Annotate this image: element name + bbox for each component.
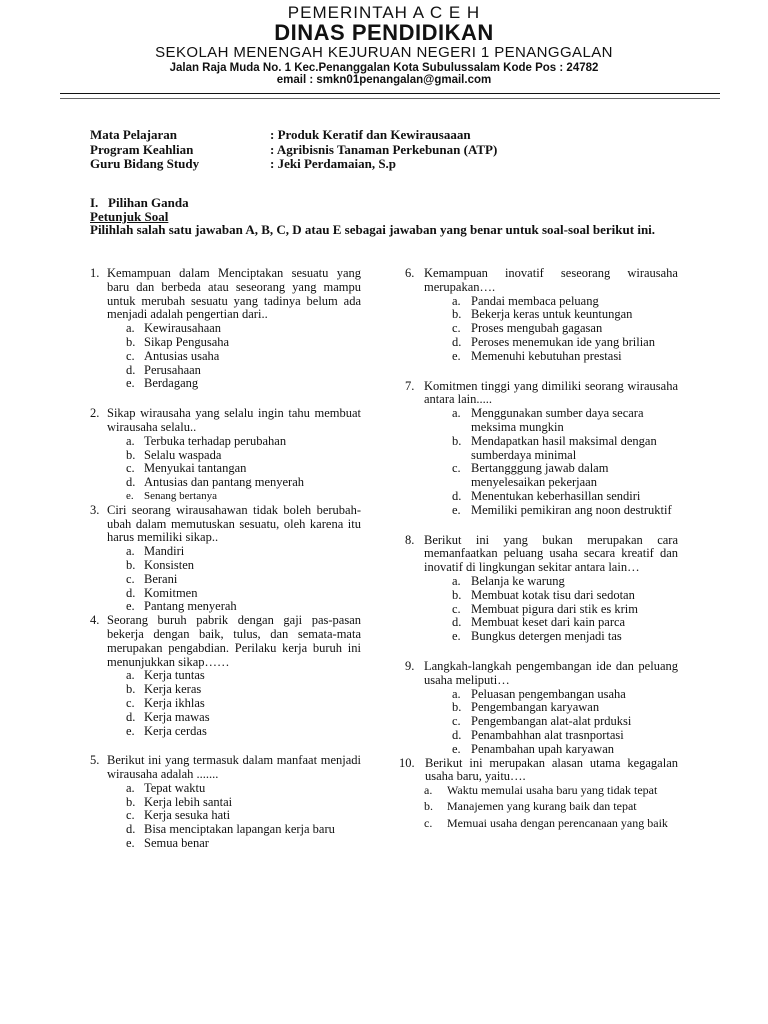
option-text: Tepat waktu [144, 780, 206, 795]
section-title: I. Pilihan Ganda [90, 195, 189, 210]
options-list [405, 407, 678, 517]
option-text: Manajemen yang kurang baik dan tepat [447, 799, 637, 814]
option-letter: b. [126, 334, 136, 349]
option-letter: a. [126, 321, 135, 336]
info-value: : Produk Keratif dan Kewirausaaan [270, 127, 471, 142]
option-text: Membuat keset dari kain parca [471, 615, 626, 630]
option [405, 308, 678, 322]
option-text: Terbuka terhadap perubahan [144, 433, 287, 448]
question-8 [405, 534, 678, 644]
option [90, 725, 361, 739]
info-row-teacher [90, 157, 497, 172]
option-letter: d. [126, 362, 136, 377]
option [90, 435, 361, 449]
option [405, 490, 678, 504]
option-letter: d. [126, 822, 136, 837]
option [405, 589, 678, 603]
option [90, 476, 361, 490]
header-divider-thin [60, 98, 720, 99]
options-list [399, 784, 678, 830]
option-letter: c. [452, 461, 461, 476]
option [90, 669, 361, 683]
option [90, 796, 361, 810]
agency-name: DINAS PENDIDIKAN [274, 20, 494, 45]
option-letter: a. [452, 686, 461, 701]
option-text: Bekerja keras untuk keuntungan [471, 307, 633, 322]
option-letter: d. [126, 585, 136, 600]
option-text: Sikap Pengusaha [144, 334, 230, 349]
info-label: Guru Bidang Study [90, 156, 200, 171]
question-6 [405, 267, 678, 364]
question-number: 4. [90, 613, 100, 628]
question-number: 7. [405, 378, 415, 393]
question-7 [405, 380, 678, 518]
option-letter: b. [452, 587, 462, 602]
question-text: Kemampuan dalam Menciptakan sesuatu yang baru dan berbeda atau seseorang yang mampu untuk merubah sesuatu yang tadinya belum ada menjadi adalah pengertian dari.. [107, 266, 361, 322]
option [405, 407, 678, 435]
option-text: Kerja tuntas [144, 668, 205, 683]
option-text: Bertangggung jawab dalam menyelesaikan pekerjaan [471, 461, 609, 490]
option [90, 336, 361, 350]
option-letter: a. [424, 783, 433, 798]
question-number: 1. [90, 266, 100, 280]
option-letter: d. [452, 488, 462, 503]
option-letter: a. [126, 433, 135, 448]
option-letter: d. [126, 709, 136, 724]
option-text: Kerja cerdas [144, 723, 207, 738]
option [90, 490, 361, 504]
option [405, 688, 678, 702]
option-letter: c. [126, 808, 135, 823]
school-name: SEKOLAH MENENGAH KEJURUAN NEGERI 1 PENANGGALAN [155, 44, 613, 61]
question-text: Kemampuan inovatif seseorang wirausaha merupakan…. [424, 266, 678, 294]
option-text: Berani [144, 571, 178, 586]
option-text: Waktu memulai usaha baru yang tidak tepat [447, 783, 658, 798]
option-text: Membuat kotak tisu dari sedotan [471, 587, 635, 602]
option-letter: a. [452, 573, 461, 588]
option-text: Pandai membaca peluang [471, 293, 599, 308]
option-letter: e. [452, 741, 461, 756]
option [405, 295, 678, 309]
option-letter: b. [126, 682, 136, 697]
option-text: Memenuhi kebutuhan prestasi [471, 348, 622, 363]
option [90, 559, 361, 573]
option [405, 336, 678, 350]
option [399, 784, 678, 797]
question-3 [90, 504, 361, 614]
questions-column-right [399, 266, 678, 830]
option-letter: c. [126, 348, 135, 363]
option [405, 616, 678, 630]
option-letter: b. [126, 794, 136, 809]
info-value: : Jeki Perdamaian, S.p [270, 156, 397, 171]
option [90, 600, 361, 614]
option-letter: e. [452, 348, 461, 363]
option [405, 630, 678, 644]
option-letter: b. [424, 799, 433, 814]
option-text: Bungkus detergen menjadi tas [471, 629, 622, 644]
option-text: Membuat pigura dari stik es krim [471, 601, 638, 616]
info-row-subject [90, 128, 497, 143]
question-4 [90, 614, 361, 738]
option-text: Pengembangan karyawan [471, 700, 600, 715]
option-text: Penambahhan alat trasnportasi [471, 727, 624, 742]
option-text: Selalu waspada [144, 447, 222, 462]
instruction-heading: Petunjuk Soal [90, 209, 169, 224]
question-text: Langkah-langkah pengembangan ide dan peluang usaha meliputi… [424, 658, 678, 687]
question-text: Ciri seorang wirausahawan tidak boleh berubah-ubah dalam memutuskan sesuatu, oleh karena itu harus memiliki sikap.. [107, 502, 361, 545]
option [405, 435, 678, 463]
info-label: Program Keahlian [90, 141, 194, 157]
option [90, 711, 361, 725]
option [90, 377, 361, 391]
question-5 [90, 754, 361, 851]
option-text: Konsisten [144, 557, 194, 572]
options-list [90, 782, 361, 851]
option-letter: c. [126, 695, 135, 710]
option-letter: c. [424, 815, 433, 830]
option [90, 587, 361, 601]
option [90, 545, 361, 559]
option-text: Pengembangan alat-alat prduksi [471, 714, 632, 729]
option-letter: d. [452, 615, 462, 630]
option-text: Menentukan keberhasillan sendiri [471, 488, 641, 503]
option-letter: c. [452, 601, 461, 616]
options-list [405, 688, 678, 757]
header-divider-thick [60, 93, 720, 94]
option-letter: d. [452, 334, 462, 349]
option-text: Pantang menyerah [144, 599, 237, 614]
question-text: Komitmen tinggi yang dimiliki seorang wirausaha antara lain..... [424, 378, 678, 407]
option-text: Peluasan pengembangan usaha [471, 686, 626, 701]
option-letter: a. [126, 780, 135, 795]
option [405, 603, 678, 617]
question-2 [90, 407, 361, 504]
option-text: Belanja ke warung [471, 573, 565, 588]
option-letter: a. [452, 406, 461, 421]
question-number: 9. [405, 658, 415, 673]
options-list [90, 322, 361, 391]
option-text: Antusias dan pantang menyerah [144, 475, 305, 490]
option [90, 837, 361, 851]
option-text: Komitmen [144, 585, 198, 600]
question-1 [90, 267, 361, 391]
options-list [405, 295, 678, 364]
exam-info [90, 128, 497, 172]
question-text: Sikap wirausaha yang selalu ingin tahu membuat wirausaha selalu.. [107, 406, 361, 434]
option-letter: c. [126, 461, 135, 476]
question-number: 10. [399, 755, 415, 770]
option-letter: d. [126, 475, 136, 490]
option-text: Penambahan upah karyawan [471, 741, 614, 756]
question-number: 6. [405, 266, 415, 280]
option-text: Kerja ikhlas [144, 695, 205, 710]
option [90, 683, 361, 697]
question-text: Berikut ini yang bukan merupakan cara memanfaatkan peluang usaha secara kreatif dan inovatif di lingkungan sekitar antara lain… [424, 532, 678, 575]
option-letter: d. [452, 727, 462, 742]
option-text: Semua benar [144, 836, 209, 851]
option-letter: e. [126, 489, 134, 502]
option-text: Proses mengubah gagasan [471, 321, 603, 336]
option-letter: b. [126, 557, 136, 572]
option-text: Kerja mawas [144, 709, 210, 724]
option-text: Berdagang [144, 376, 199, 391]
option-letter: e. [126, 376, 135, 391]
government-name: PEMERINTAH A C E H [287, 3, 481, 22]
option [405, 575, 678, 589]
info-row-program [90, 143, 497, 158]
option-letter: a. [126, 668, 135, 683]
option [405, 701, 678, 715]
option [90, 322, 361, 336]
options-list [90, 669, 361, 738]
options-list [405, 575, 678, 644]
option-text: Perusahaan [144, 362, 201, 377]
option-text: Mendapatkan hasil maksimal dengan sumberdaya minimal [471, 433, 657, 462]
option-text: Mandiri [144, 544, 185, 559]
option-letter: e. [126, 723, 135, 738]
school-email: email : smkn01penangalan@gmail.com [276, 74, 492, 86]
option [90, 823, 361, 837]
option [90, 782, 361, 796]
option [405, 322, 678, 336]
question-10 [399, 757, 678, 830]
option [90, 364, 361, 378]
option-text: Kerja keras [144, 682, 202, 697]
questions-column-left [90, 267, 361, 851]
option [405, 743, 678, 757]
option-letter: a. [452, 293, 461, 308]
options-list [90, 435, 361, 504]
option-text: Menyukai tantangan [144, 461, 247, 476]
question-9 [405, 660, 678, 757]
option-letter: e. [452, 629, 461, 644]
option [405, 350, 678, 364]
option-text: Antusias usaha [144, 348, 220, 363]
option [90, 462, 361, 476]
question-text: Berikut ini merupakan alasan utama kegagalan usaha baru, yaitu…. [425, 755, 678, 784]
option-letter: b. [452, 433, 462, 448]
option [405, 729, 678, 743]
school-address: Jalan Raja Muda No. 1 Kec.Penanggalan Kota Subulussalam Kode Pos : 24782 [169, 62, 599, 74]
option-letter: b. [126, 447, 136, 462]
question-number: 5. [90, 753, 100, 768]
option [90, 697, 361, 711]
option [405, 462, 678, 490]
option-text: Memiliki pemikiran ang noon destruktif [471, 502, 672, 517]
option [399, 800, 678, 813]
option-text: Kerja sesuka hati [144, 808, 231, 823]
option-letter: c. [126, 571, 135, 586]
option-letter: e. [126, 836, 135, 851]
question-number: 2. [90, 406, 100, 421]
option [90, 350, 361, 364]
options-list [90, 545, 361, 614]
option-letter: b. [452, 307, 462, 322]
question-number: 8. [405, 532, 415, 547]
option-letter: a. [126, 544, 135, 559]
instruction-text: Pilihlah salah satu jawaban A, B, C, D atau E sebagai jawaban yang benar untuk soal-soal berikut ini. [90, 222, 656, 237]
option-text: Senang bertanya [144, 489, 217, 502]
option-text: Kerja lebih santai [144, 794, 233, 809]
info-label: Mata Pelajaran [90, 127, 178, 142]
option-letter: c. [452, 714, 461, 729]
info-value: : Agribisnis Tanaman Perkebunan (ATP) [270, 141, 498, 157]
option-letter: e. [452, 502, 461, 517]
option-text: Menggunakan sumber daya secara meksima mungkin [471, 406, 644, 434]
option [405, 504, 678, 518]
option [90, 449, 361, 463]
option-letter: c. [452, 321, 461, 336]
option [90, 573, 361, 587]
option-text: Peroses menemukan ide yang brilian [471, 334, 655, 349]
option-text: Memuai usaha dengan perencanaan yang baik [447, 815, 668, 830]
option [90, 809, 361, 823]
option-letter: b. [452, 700, 462, 715]
question-number: 3. [90, 502, 100, 517]
option-text: Bisa menciptakan lapangan kerja baru [144, 822, 335, 837]
question-text: Seorang buruh pabrik dengan gaji pas-pasan bekerja dengan baik, tulus, dan semata-mata merupakan pengabdian. Perilaku kerja buruh ini menunjukkan sikap…… [107, 613, 361, 669]
option [405, 715, 678, 729]
option [399, 817, 678, 830]
option-text: Kewirausahaan [144, 321, 222, 336]
option-letter: e. [126, 599, 135, 614]
question-text: Berikut ini yang termasuk dalam manfaat menjadi wirausaha adalah ....... [107, 753, 361, 782]
